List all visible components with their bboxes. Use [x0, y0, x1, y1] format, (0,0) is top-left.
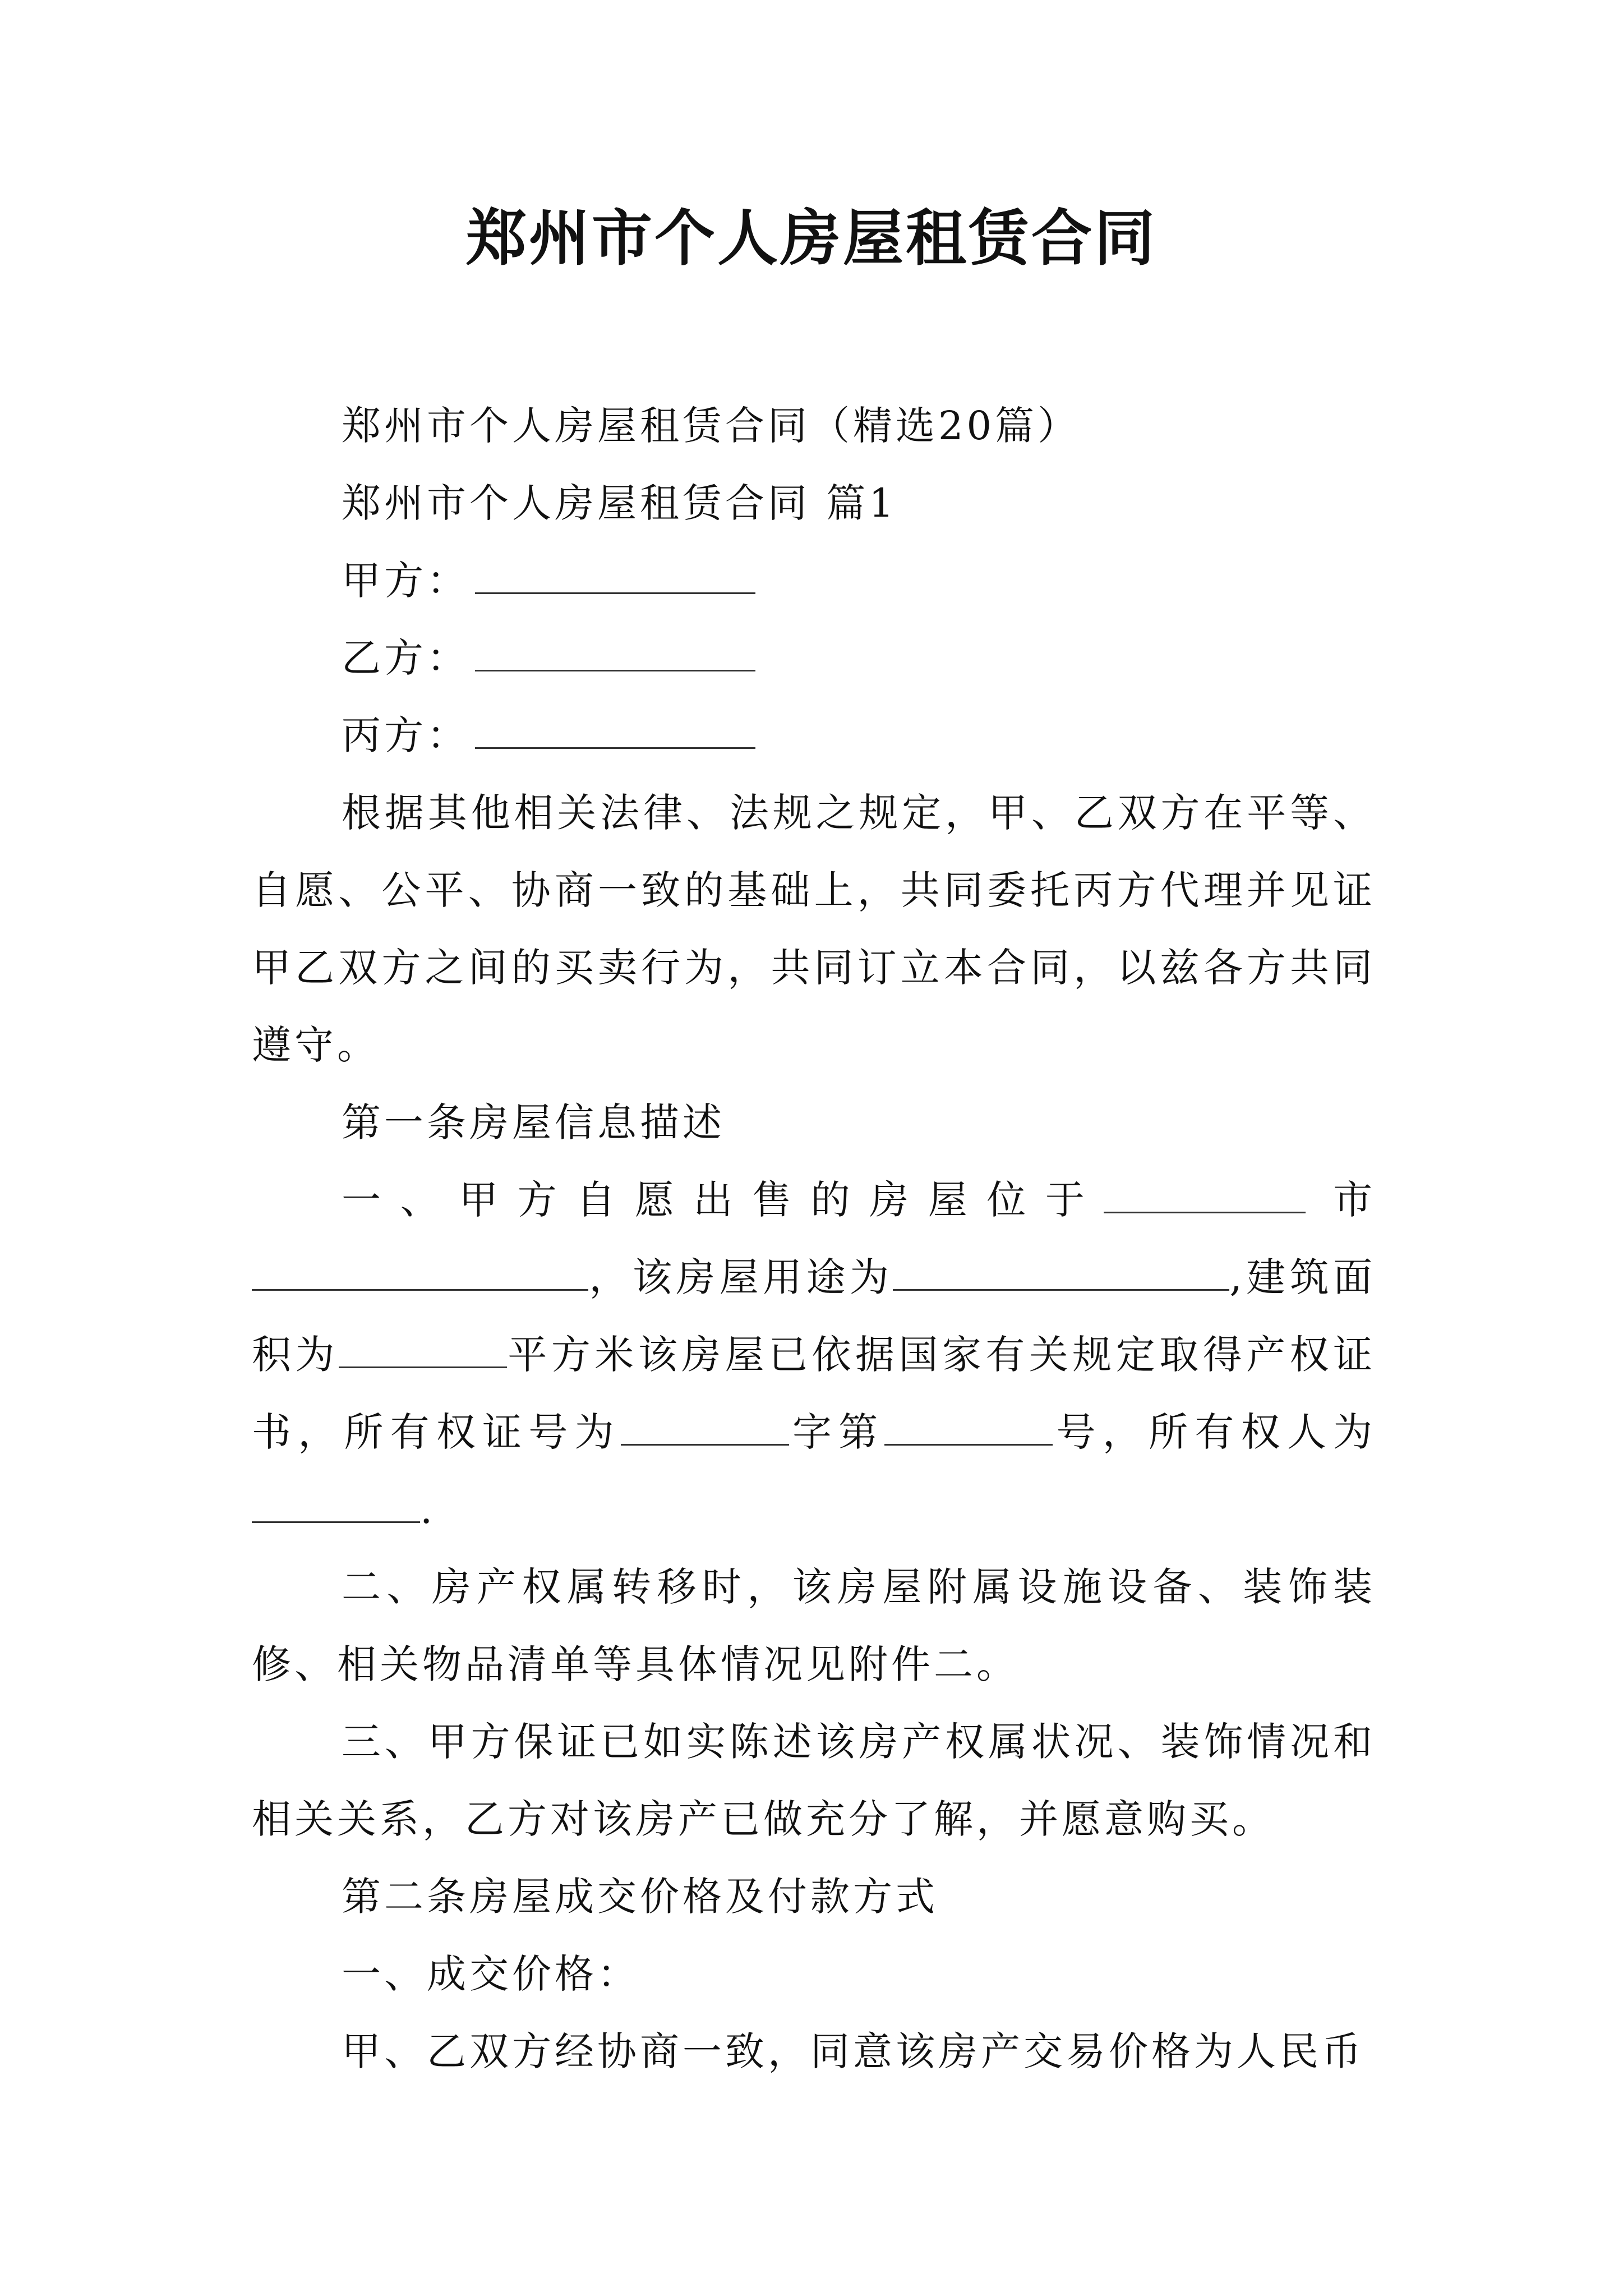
article1-item1-part5: 平方米该房屋已依据国家有关规定取得产权证书，所有权证号为	[252, 1332, 1376, 1455]
article1-item1-part6: 字第	[789, 1409, 885, 1455]
usage-blank	[893, 1255, 1229, 1291]
party-b-line	[252, 619, 1376, 697]
area-blank	[339, 1333, 507, 1368]
city-blank	[1104, 1178, 1306, 1213]
article1-item1-paragraph	[252, 1161, 1376, 1548]
section-heading: 郑州市个人房屋租赁合同 篇1	[342, 480, 897, 526]
article1-heading: 第一条房屋信息描述	[342, 1099, 725, 1145]
owner-blank	[252, 1488, 420, 1523]
certificate-prefix-blank	[621, 1410, 789, 1446]
preamble-paragraph: 根据其他相关法律、法规之规定，甲、乙双方在平等、自愿、公平、协商一致的基础上，共同委托丙方代理并见证甲乙双方之间的买卖行为，共同订立本合同，以兹各方共同遵守。	[252, 790, 1376, 1068]
document-title: 郑州市个人房屋租赁合同	[465, 203, 1157, 274]
party-c-line	[252, 697, 1376, 774]
party-a-blank	[475, 559, 755, 594]
article1-item1-part8: .	[420, 1487, 436, 1533]
article1-item1-part4: ,建筑面积为	[252, 1254, 1376, 1378]
document-subtitle: 郑州市个人房屋租赁合同（精选20篇）	[342, 403, 1081, 449]
article1-item1-part7: 号，所有权人为	[1053, 1409, 1376, 1455]
article2-item1-heading: 一、成交价格：	[342, 1951, 640, 1997]
party-a-label: 甲方：	[342, 558, 469, 604]
article1-item3-paragraph: 三、甲方保证已如实陈述该房产权属状况、装饰情况和相关关系，乙方对该房产已做充分了解，并愿意购买。	[252, 1719, 1376, 1842]
address-blank	[252, 1255, 588, 1291]
article2-heading: 第二条房屋成交价格及付款方式	[342, 1874, 938, 1920]
article1-item1-part1: 一、甲方自愿出售的房屋位于	[342, 1177, 1104, 1223]
party-b-label: 乙方：	[342, 635, 469, 681]
party-c-blank	[475, 714, 755, 749]
article1-item1-part3: ，该房屋用途为	[588, 1254, 893, 1300]
document-body	[252, 387, 1376, 2090]
party-a-line	[252, 542, 1376, 619]
certificate-number-blank	[884, 1410, 1053, 1446]
article2-item1-paragraph: 甲、乙双方经协商一致，同意该房产交易价格为人民币	[342, 2028, 1364, 2074]
party-b-blank	[475, 636, 755, 671]
party-c-label: 丙方：	[342, 712, 469, 758]
article1-item1-part2: 市	[1317, 1177, 1376, 1223]
article1-item2-paragraph: 二、房产权属转移时，该房屋附属设施设备、装饰装修、相关物品清单等具体情况见附件二。	[252, 1564, 1376, 1687]
